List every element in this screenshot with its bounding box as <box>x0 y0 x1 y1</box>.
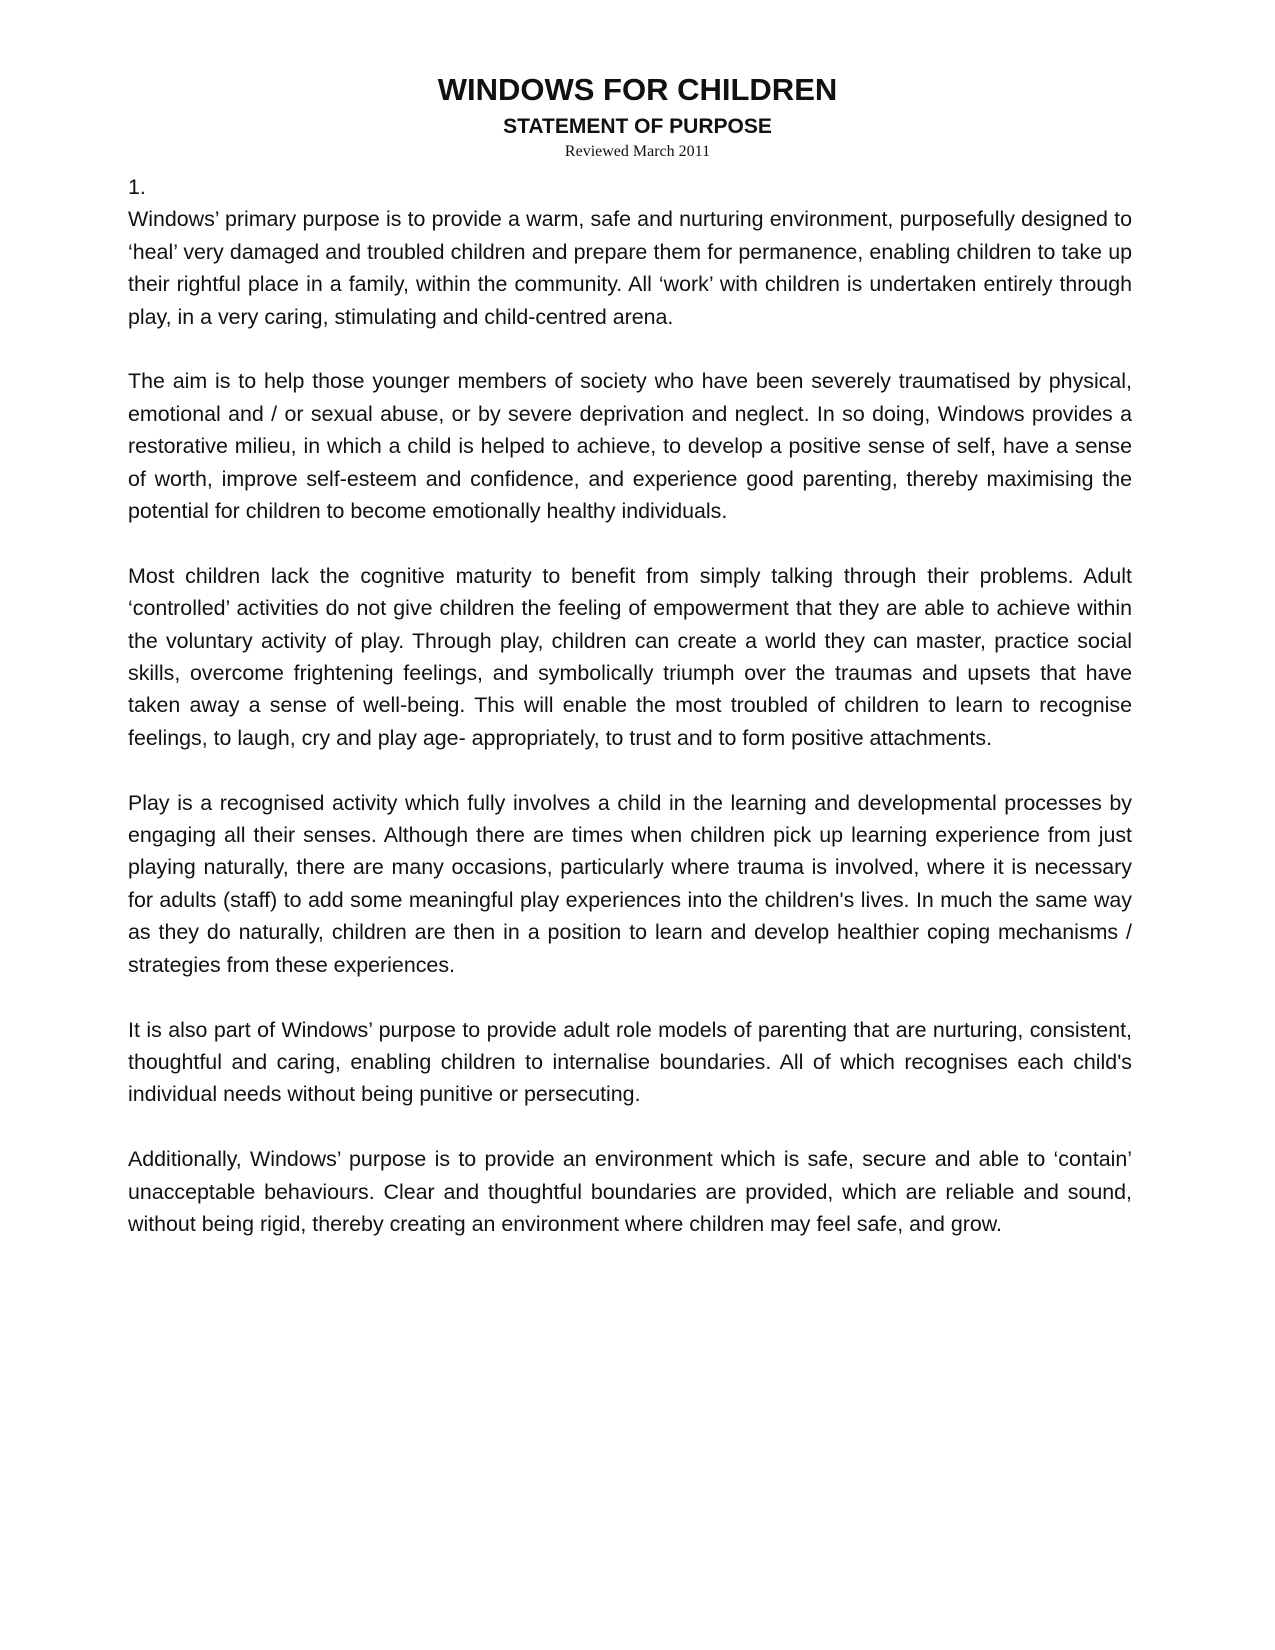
paragraph-role-models: It is also part of Windows’ purpose to provide adult role models of parenting that are nurturing, consistent, thoughtful and caring, enabling children to internalise boundaries. All of which recognises each child's individual needs without being punitive or persecuting. <box>128 1017 1132 1107</box>
document-title: WINDOWS FOR CHILDREN <box>437 72 838 107</box>
document-subtitle: STATEMENT OF PURPOSE <box>503 115 772 138</box>
section-number: 1. <box>128 175 146 199</box>
document-body <box>128 171 1132 1240</box>
paragraph-aim: The aim is to help those younger members of society who have been severely traumatised by physical, emotional and / or sexual abuse, or by severe deprivation and neglect. In so doing, Windows provides a restorative milieu, in which a child is helped to achieve, to develop a positive sense of self, have a sense of worth, improve self-esteem and confidence, and experience good parenting, thereby maximising the potential for children to become emotionally healthy individuals. <box>128 369 1132 524</box>
paragraph-safe-environment: Additionally, Windows’ purpose is to provide an environment which is safe, secure and able to ‘contain’ unacceptable behaviours. Clear and thoughtful boundaries are provided, which are reliable and sound, without being rigid, thereby creating an environment where children may feel safe, and grow. <box>128 1147 1132 1236</box>
paragraph-cognitive-maturity: Most children lack the cognitive maturity to benefit from simply talking through their problems. Adult ‘controlled’ activities do not give children the feeling of empowerment that they are able to achieve within the voluntary activity of play. Through play, children can create a world they can master, practice social skills, overcome frightening feelings, and symbolically triumph over the traumas and upsets that have taken away a sense of well-being. This will enable the most troubled of children to learn to recognise feelings, to laugh, cry and play age- appropriately, to trust and to form positive attachments. <box>128 563 1132 750</box>
paragraph-play-activity: Play is a recognised activity which fully involves a child in the learning and developmental processes by engaging all their senses. Although there are times when children pick up learning experience from just playing naturally, there are many occasions, particularly where trauma is involved, where it is necessary for adults (staff) to add some meaningful play experiences into the children's lives. In much the same way as they do naturally, children are then in a position to learn and develop healthier coping mechanisms / strategies from these experiences. <box>128 790 1132 977</box>
paragraph-primary-purpose: Windows’ primary purpose is to provide a warm, safe and nurturing environment, purposefully designed to ‘heal’ very damaged and troubled children and prepare them for permanence, enabling children to take up their rightful place in a family, within the community. All ‘work’ with children is undertaken entirely through play, in a very caring, stimulating and child-centred arena. <box>128 207 1132 329</box>
review-date: Reviewed March 2011 <box>564 143 711 160</box>
